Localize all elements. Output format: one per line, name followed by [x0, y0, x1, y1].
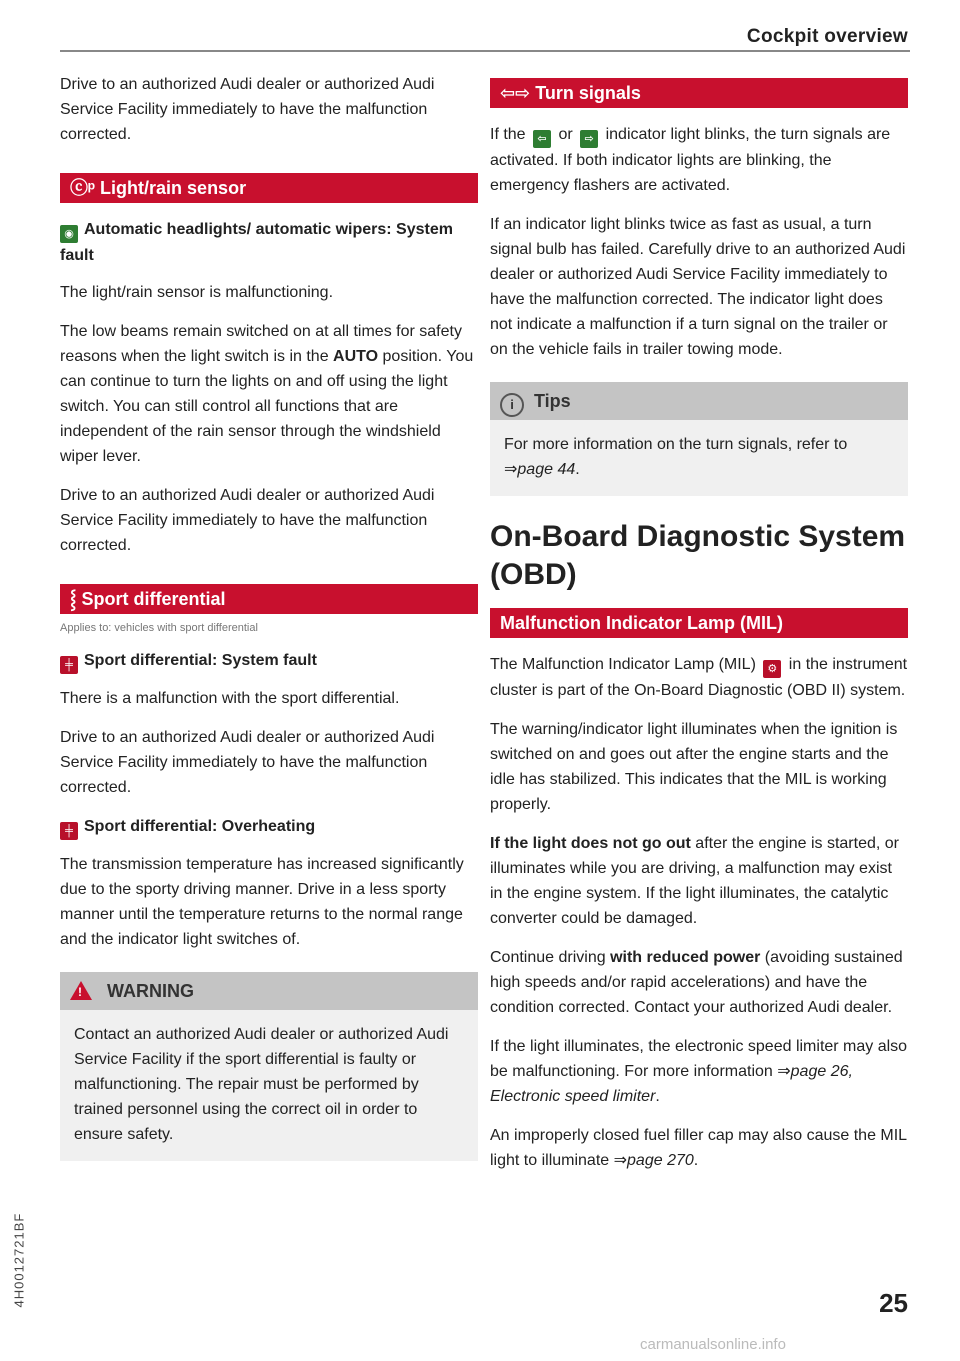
turn-signal-arrows-icon: ⇦⇨: [500, 83, 531, 103]
left-column: [60, 72, 478, 1161]
mil-paragraph-4: Continue driving with reduced power (avoiding sustained high speeds and/or rapid accelerations) and have the condition corrected. Contact your authorized Audi dealer.: [490, 949, 903, 1016]
warning-box: [60, 972, 478, 1161]
obd-heading: On-Board Diagnostic System (OBD): [490, 520, 906, 591]
sport-paragraph-3: The transmission temperature has increased significantly due to the sporty driving manner. Drive in a less sporty manner until the temperature returns to the normal range and the indicator light switches of.: [60, 856, 464, 948]
watermark: carmanualsonline.info: [640, 1336, 786, 1353]
sport-paragraph-1: There is a malfunction with the sport differential.: [60, 690, 400, 707]
sport-differential-icon: ⸾: [70, 589, 77, 609]
sport-differential-bar: [60, 584, 478, 614]
mil-paragraph-5: If the light illuminates, the electronic speed limiter may also be malfunctioning. For more information ⇒page 26, Electronic speed limiter.: [490, 1038, 908, 1105]
document-code: 4H0012721BF: [11, 1212, 27, 1308]
warning-header: [60, 972, 478, 1010]
sport-differential-overheat-icon: ╪: [60, 822, 78, 840]
engine-mil-icon: ⚙: [763, 660, 781, 678]
light-rain-icon: ⓒᵖ: [70, 178, 96, 198]
tips-title: Tips: [534, 391, 571, 411]
mil-paragraph-6: An improperly closed fuel filler cap may also cause the MIL light to illuminate ⇒page 270.: [490, 1127, 907, 1169]
mil-heading: Malfunction Indicator Lamp (MIL): [500, 613, 783, 633]
turn-signals-bar: [490, 78, 908, 108]
auto-paragraph-3: Drive to an authorized Audi dealer or authorized Audi Service Facility immediately to have the malfunction corrected.: [60, 487, 435, 554]
header-rule: [60, 50, 910, 52]
sport-fault-subheading: ╪ Sport differential: System fault: [60, 648, 478, 674]
warning-title: WARNING: [107, 981, 195, 1001]
tips-text: For more information on the turn signals, refer to ⇒page 44.: [504, 436, 848, 478]
page-44-link[interactable]: ⇒page 44: [504, 461, 576, 478]
tips-box: [490, 382, 908, 496]
sport-differential-heading: Sport differential: [81, 589, 226, 609]
sport-differential-red-icon: ╪: [60, 656, 78, 674]
sport-paragraph-2: Drive to an authorized Audi dealer or authorized Audi Service Facility immediately to have the malfunction corrected.: [60, 729, 435, 796]
sport-overheating-subheading: ╪ Sport differential: Overheating: [60, 814, 478, 840]
turn-paragraph-2: If an indicator light blinks twice as fast as usual, a turn signal bulb has failed. Carefully drive to an authorized Audi dealer or authorized Audi Service Facility immediately to have the malfunction corrected. The indicator light does not indicate a malfunction if a turn signal on the trailer or on the vehicle fails in trailer towing mode.: [490, 216, 906, 358]
light-rain-heading: Light/rain sensor: [100, 178, 247, 198]
light-rain-indicator-icon: ◉: [60, 225, 78, 243]
right-turn-indicator-icon: ⇨: [580, 130, 598, 148]
auto-paragraph-2: The low beams remain switched on at all times for safety reasons when the light switch is in the AUTO position. You can continue to turn the lights on and off using the light switch. You can still control all functions that are independent of the rain sensor through the windshield wiper lever.: [60, 323, 474, 465]
right-column: [490, 78, 908, 1187]
light-rain-sensor-bar: [60, 173, 478, 203]
page-26-link[interactable]: ⇒page 26, Electronic speed limiter: [490, 1063, 853, 1105]
auto-paragraph-1: The light/rain sensor is malfunctioning.: [60, 284, 334, 301]
mil-paragraph-3: If the light does not go out after the engine is started, or illuminates while you are driving, a malfunction may exist in the engine system. If the light illuminates, the catalytic converter could be damaged.: [490, 835, 899, 927]
info-icon: i: [500, 393, 524, 417]
left-turn-indicator-icon: ⇦: [533, 130, 551, 148]
running-header: Cockpit overview: [746, 26, 908, 47]
tips-header: [490, 382, 908, 420]
page-270-link[interactable]: ⇒page 270: [613, 1152, 694, 1169]
intro-paragraph: Drive to an authorized Audi dealer or authorized Audi Service Facility immediately to have the malfunction corrected.: [60, 76, 435, 143]
applies-to-note: Applies to: vehicles with sport differential: [60, 622, 258, 634]
turn-signals-heading: Turn signals: [535, 83, 641, 103]
turn-paragraph-1: If the ⇦ or ⇨ indicator light blinks, the turn signals are activated. If both indicator lights are blinking, the emergency flashers are activated.: [490, 126, 891, 194]
auto-headlights-subheading: ◉ Automatic headlights/ automatic wipers: System fault: [60, 221, 453, 264]
page-number: 25: [879, 1288, 908, 1318]
mil-paragraph-1: The Malfunction Indicator Lamp (MIL) ⚙ in the instrument cluster is part of the On-Board Diagnostic (OBD II) system.: [490, 656, 908, 699]
warning-text: Contact an authorized Audi dealer or authorized Audi Service Facility if the sport differential is faulty or malfunctioning. The repair must be performed by trained personnel using the correct oil in order to ensure safety.: [74, 1026, 449, 1143]
warning-triangle-icon: !: [70, 981, 92, 1000]
mil-paragraph-2: The warning/indicator light illuminates when the ignition is switched on and goes out after the engine starts and the idle has stabilized. This indicates that the MIL is working properly.: [490, 721, 898, 813]
mil-bar: [490, 608, 908, 638]
